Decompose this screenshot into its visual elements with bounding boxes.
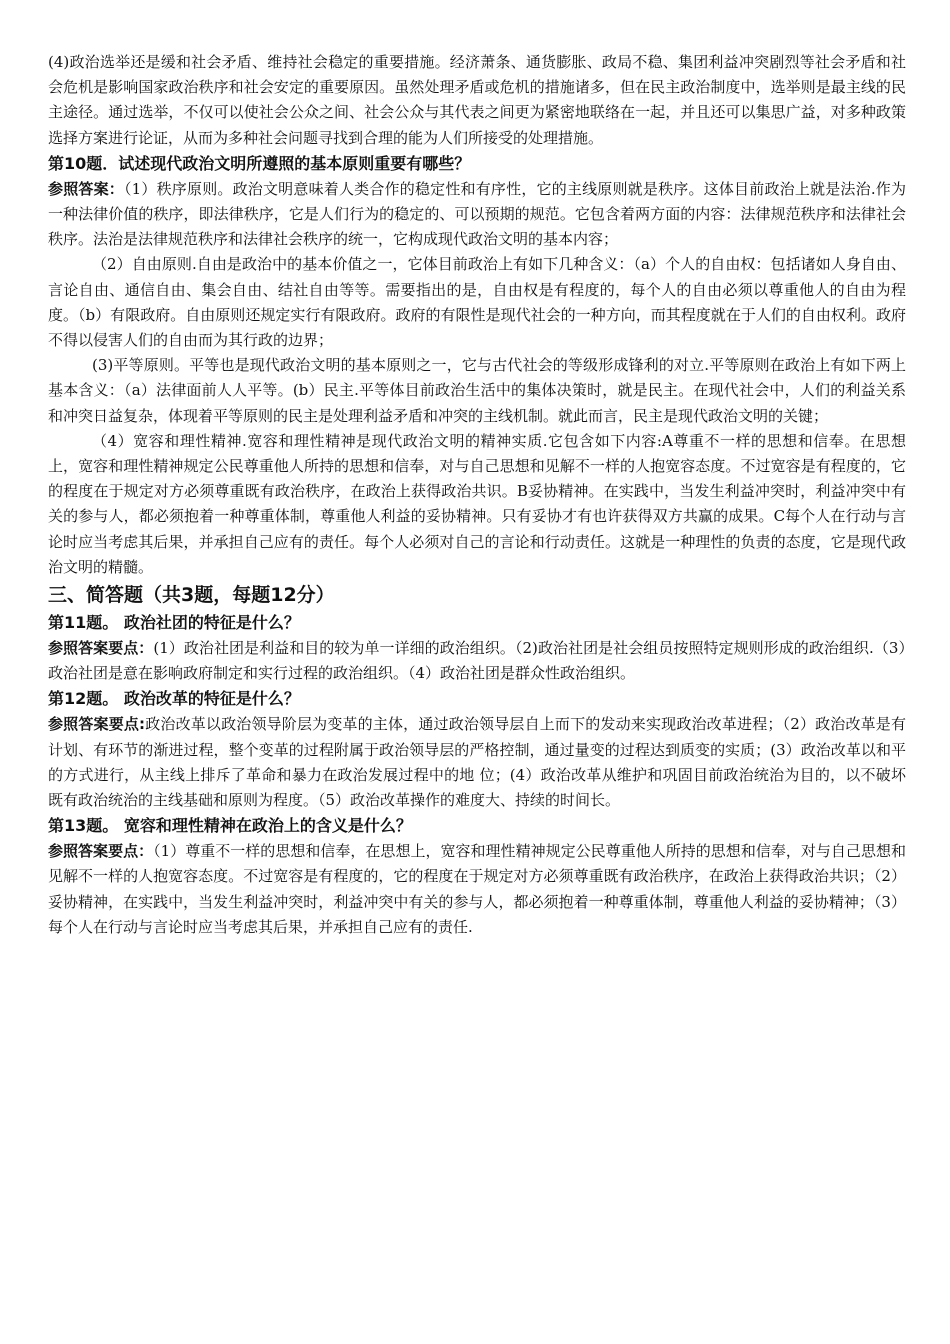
document-page [48,50,906,940]
answer-label: 参照答案要点： [48,842,154,861]
answer-label: 参照答案： [48,179,124,198]
question-10-answer-4: （4）宽容和理性精神.宽容和理性精神是现代政治文明的精神实质.它包含如下内容:A尊重不一样的思想和信奉。在思想上，宽容和理性精神规定公民尊重他人所持的思想和信奉，对与自己思想和见解不一样的人抱宽容态度。不过宽容是有程度的，它的程度在于规定对方必须尊重既有政治秩序，在政治上获得政治共识。B妥协精神。在实践中，当发生利益冲突时，利益冲突中有关的参与人，都必须抱着一种尊重体制，尊重他人利益的妥协精神。只有妥协才有也许获得双方共赢的成果。C每个人在行动与言论时应当考虑其后果，并承担自己应有的责任。每个人必须对自己的言论和行动责任。这就是一种理性的负责的态度，它是现代政治文明的精髓。 [48,431,906,576]
question-12-title: 第12题。 政治改革的特征是什么？ [48,689,300,709]
question-12-answer [48,712,906,813]
question-13-answer [48,839,906,940]
question-10-answer-2: （2）自由原则.自由是政治中的基本价值之一，它体目前政治上有如下几种含义：（a）个人的自由权：包括诸如人身自由、言论自由、通信自由、集会自由、结社自由等等。需要指出的是，自由权是有程度的，每个人的自由必须以尊重他人的自由为程度。（b）有限政府。自由原则还规定实行有限政府。政府的有限性是现代社会的一种方向，而其程度就在于人们的自由权利。政府不得以侵害人们的自由而为其行政的边界； [48,255,906,350]
question-13-title: 第13题。 宽容和理性精神在政治上的含义是什么？ [48,816,412,836]
question-11-title: 第11题。 政治社团的特征是什么？ [48,613,300,633]
paragraph-election: (4)政治选举还是缓和社会矛盾、维持社会稳定的重要措施。经济萧条、通货膨胀、政局不稳、集团利益冲突剧烈等社会矛盾和社会危机是影响国家政治秩序和社会安定的重要原因。虽然处理矛盾或危机的措施诸多，但在民主政治制度中，选举则是最主线的民主途径。通过选举，不仅可以使社会公众之间、社会公众与其代表之间更为紧密地联络在一起，并且还可以集思广益，对多种政策选择方案进行论证，从而为多种社会问题寻找到合理的能为人们所接受的处理措施。 [48,53,906,147]
question-11-answer [48,636,906,686]
answer-text: (1）政治社团是利益和目的较为单一详细的政治组织。（2)政治社团是社会组员按照特定规则形成的政治组织.（3）政治社团是意在影响政府制定和实行过程的政治组织。（4）政治社团是群众性政治组织。 [48,639,906,683]
answer-label: 参照答案要点： [48,639,154,658]
answer-text: （1）尊重不一样的思想和信奉，在思想上，宽容和理性精神规定公民尊重他人所持的思想和信奉，对与自己思想和见解不一样的人抱宽容态度。不过宽容是有程度的，它的程度在于规定对方必须尊重既有政治秩序，在政治上获得政治共识；（2）妥协精神，在实践中，当发生利益冲突时，利益冲突中有关的参与人，都必须抱着一种尊重体制，尊重他人利益的妥协精神；（3）每个人在行动与言论时应当考虑其后果，并承担自己应有的责任. [48,842,906,936]
question-10-title: 第10题．试述现代政治文明所遵照的基本原则重要有哪些？ [48,153,471,173]
question-10-answer-3: (3)平等原则。平等也是现代政治文明的基本原则之一，它与古代社会的等级形成锋利的对立.平等原则在政治上有如下两上基本含义：（a）法律面前人人平等。(b）民主.平等体目前政治生活中的集体决策时，就是民主。在现代社会中，人们的利益关系和冲突日益复杂，体现着平等原则的民主是处理利益矛盾和冲突的主线机制。就此而言，民主是现代政治文明的关键； [48,356,906,425]
answer-label: 参照答案要点: [48,715,146,734]
answer-text: 政治改革以政治领导阶层为变革的主体，通过政治领导层自上而下的发动来实现政治改革进程；（2）政治改革是有计划、有环节的渐进过程，整个变革的过程附属于政治领导层的严格控制，通过量变的过程达到质变的实质；(3）政治改革以和平的方式进行，从主线上排斥了革命和暴力在政治发展过程中的地 位；(4）政治改革从维护和巩固目前政治统治为目的，以不破坏既有政治统治的主线基础和原则为程度。（5）政治改革操作的难度大、持续的时间长。 [48,715,906,810]
section-3-title: 三、简答题（共3题，每题12分） [48,584,335,607]
answer-text: （1）秩序原则。政治文明意味着人类合作的稳定性和有序性，它的主线原则就是秩序。这体目前政治上就是法治.作为一种法律价值的秩序，即法律秩序，它是人们行为的稳定的、可以预期的规范。它包含着两方面的内容：法律规范秩序和法律社会秩序。法治是法律规范秩序和法律社会秩序的统一，它构成现代政治文明的基本内容； [48,179,906,249]
question-10-answer-1 [48,177,906,253]
